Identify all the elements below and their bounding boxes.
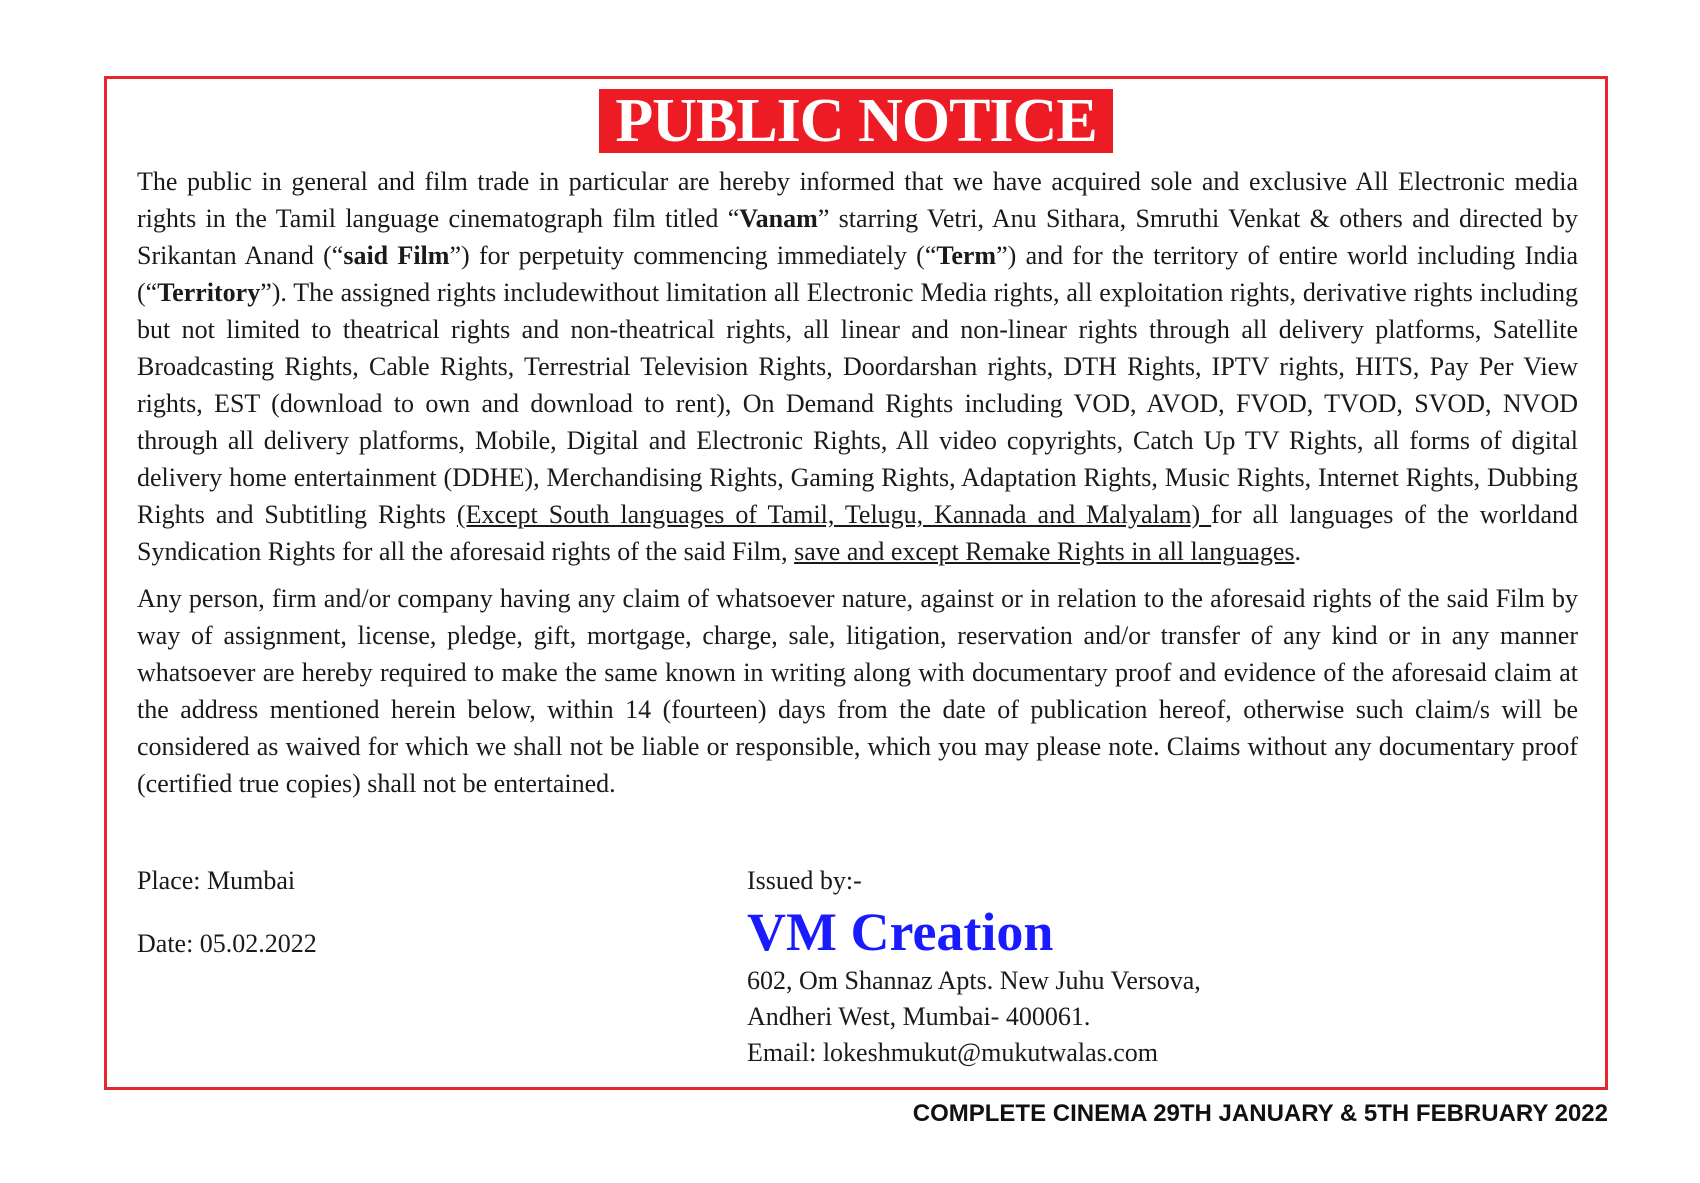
notice-title: PUBLIC NOTICE <box>599 89 1112 153</box>
underlined-text: (Except South languages of Tamil, Telugu, Kannada and Malyalam) <box>456 500 1212 529</box>
notice-body <box>137 163 1578 812</box>
text-segment: ”). The assigned rights includewithout limitation all Electronic Media rights, all exploitation rights, derivative rights including but not limited to theatrical rights and non-theatrical rights, all linear and non-linear rights through all delivery platforms, Satellite Broadcasting Rights, Cable Rights, Terrestrial Television Rights, Doordarshan rights, DTH Rights, IPTV rights, HITS, Pay Per View rights, EST (download to own and download to rent), On Demand Rights including VOD, AVOD, FVOD, TVOD, SVOD, NVOD through all delivery platforms, Mobile, Digital and Electronic Rights, All video copyrights, Catch Up TV Rights, all forms of digital delivery home entertainment (DDHE), Merchandising Rights, Gaming Rights, Adaptation Rights, Music Rights, Internet Rights, Dubbing Rights and Subtitling Rights <box>137 278 1578 529</box>
bold-term: Territory <box>157 278 261 307</box>
text-segment: ”) and for the territory of entire world including India (“ <box>137 241 1578 307</box>
place-line: Place: Mumbai <box>137 866 296 895</box>
email-line: Email: lokeshmukut@mukutwalas.com <box>747 1038 1158 1067</box>
claims-paragraph: Any person, firm and/or company having any claim of whatsoever nature, against or in relation to the aforesaid rights of the said Film by way of assignment, license, pledge, gift, mortgage, charge, sale, litigation, reservation and/or transfer of any kind or in any manner whatsoever are hereby required to make the same known in writing along with documentary proof and evidence of the aforesaid claim at the address mentioned herein below, within 14 (fourteen) days from the date of publication hereof, otherwise such claim/s will be considered as waived for which we shall not be liable or responsible, which you may please note. Claims without any documentary proof (certified true copies) shall not be entertained. <box>137 584 1578 798</box>
bold-term: Vanam <box>739 204 818 233</box>
text-segment: The public in general and film trade in particular are hereby informed that we have acquired sole and exclusive All Electronic media rights in the Tamil language cinematograph film titled “ <box>137 167 1578 233</box>
publication-footer: COMPLETE CINEMA 29TH JANUARY & 5TH FEBRUARY 2022 <box>912 1100 1608 1127</box>
address-line-2: Andheri West, Mumbai- 400061. <box>747 1002 1091 1031</box>
bold-term: said Film <box>343 241 450 270</box>
bold-term: Term <box>936 241 997 270</box>
issuer-block <box>747 863 1201 1071</box>
text-segment: ”) for perpetuity commencing immediately (“ <box>449 241 937 270</box>
date-line: Date: 05.02.2022 <box>137 929 317 958</box>
issued-by-label: Issued by:- <box>747 866 862 895</box>
company-name: VM Creation <box>747 902 1054 962</box>
text-segment: ” starring Vetri, Anu Sithara, Smruthi Venkat & others and directed by Srikantan Anand (“ <box>137 204 1578 270</box>
rights-paragraph <box>137 163 1578 570</box>
text-segment: . <box>1294 537 1301 566</box>
underlined-text: save and except Remake Rights in all languages <box>794 537 1295 566</box>
address-line-1: 602, Om Shannaz Apts. New Juhu Versova, <box>747 966 1201 995</box>
public-notice-box <box>104 76 1608 1090</box>
text-segment: for all languages of the worldand Syndication Rights for all the aforesaid rights of the said Film, <box>137 500 1578 566</box>
